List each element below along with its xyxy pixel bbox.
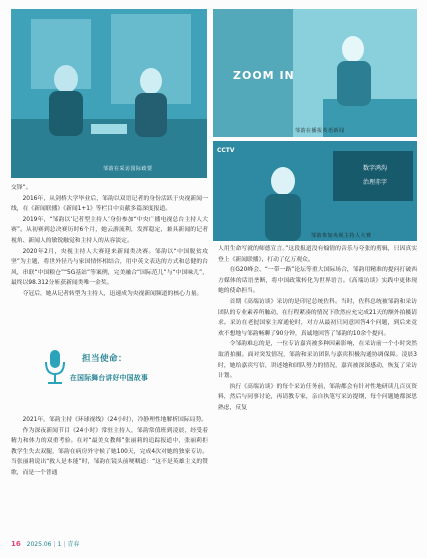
- interview-photo: [11, 9, 207, 178]
- paragraph: 作为深夜新闻节目《24小时》常驻主持人，邹韵常值班到凌晨，经受着精力和体力的双重考验。在对“最美女教师”张丽莉的追踪报道中，张丽莉拒教学生失去双腿，邹韵在病房外守候了她100天，完成4次对她的独家专访。当张丽莉说出“救人是本能”时，邹韵在镜头前哽咽道：“这不是英雄主义的赞歌，而是一个普通: [11, 427, 208, 476]
- screen-line-2: 治理赤字: [363, 179, 388, 186]
- paragraph: 人用生命写就的师德宣言。”这段报道没有煽情的音乐与夸张的剪辑，只因真实登上《新闻联播》，打动了亿万观众。: [218, 246, 417, 263]
- paragraph: 2016年，从剑桥大学毕业后，邹韵以双语记者的身份活跃于央视新闻一线，在《新闻联播》《新闻1+1》等栏目中贡献多篇深度报道。: [11, 195, 208, 213]
- section-heading: [40, 346, 180, 406]
- article-right-column: [218, 244, 417, 534]
- paragraph: 在G20峰会、“一带一路”论坛等重大国际场合，邹韵用精准的提问打破西方媒体的话语垄断，将中国政策转化为世界语言。《高端访谈》实践中更体现她的使命担当。: [218, 267, 417, 295]
- issue-date: 2025.06: [26, 541, 52, 548]
- microphone-icon: [40, 348, 70, 388]
- paragraph: 2019年，“邹韵以‘记者型主持人’身份参加“中央广播电视总台主持人大赛”。从初赛到总决赛历时6个月，她云游流利，发挥稳定，兼具新闻的记者视角、新闻人的敏锐触觉和主持人的从容淡定。: [11, 216, 208, 244]
- zoom-in-sign: ZOOM IN: [233, 69, 295, 82]
- contest-stage-illustration: [213, 141, 417, 241]
- article-left-column-lower: [11, 415, 208, 532]
- paragraph: 交锋”。: [11, 185, 32, 191]
- section-subtitle: 在国际舞台讲好中国故事: [70, 374, 149, 382]
- paragraph: 2021年，邹韵主持《环球视线》（24小时），冷静理性地解析国际局势。: [22, 417, 208, 423]
- photo3-caption: 邹韵参加央视主持人大赛: [311, 233, 372, 239]
- news-broadcast-photo: [213, 9, 417, 137]
- issue-number: 1: [57, 541, 62, 548]
- paragraph: 夺冠后，她从记者转型为主持人，迅速成为央视新闻频道的核心力量。: [22, 290, 203, 297]
- article-left-column: [11, 183, 208, 320]
- paragraph: 首期《高端访谈》采访的是印尼总统佐科。当时，佐科总统被邹韵和采访团队的专业素养所触动，在行程紧凑的情况下欣然应允完成21天的额外拍摄请求。采访在老挝国家主席通伦时，对方从最初只同意回答4个问题，到后来竟欢不想地与邹韵畅聊了90分钟，真诚地回答了邹韵的10余个提问。: [218, 298, 417, 337]
- paragraph: 令邹韵难忘的是，一位专访嘉宾被多种因素影响，在采访前一个小时突然取消拍摄。面对突发情况，邹韵和采访团队与嘉宾积极沟通协调保障。凌晨3时，她给嘉宾写信，讲述她和团队努力的情况，嘉宾被深深感动，恢复了采访计划。: [218, 341, 417, 380]
- interview-scene-illustration: [11, 9, 207, 178]
- paragraph: 2020年2月，央视主持人大赛迎来新闻类决赛。邹韵以“中国脱贫攻坚”为主题，将世外径乃与家国情怀相结合，用中英文表达的方式和总健的台风，串联“中国粮仓”“5G基站”等案例，完美融合“国际范儿”与“中国味儿”，最终以98.312分斩获新闻类唯一金奖。: [11, 248, 208, 287]
- magazine-name: 青春: [67, 541, 80, 548]
- paragraph: 执行《高端访谈》的每个采访任务前，邹韵都会有针对性地研读几百页资料，然后与同事讨论，再请教专家，亲自执笔写采访提纲，每个问题她都深思熟虑，反复: [218, 383, 417, 411]
- page-footer: 16 2025.06 | 1 | 青春: [11, 540, 80, 548]
- screen-logo: CCTV: [217, 147, 235, 154]
- photo1-caption: 邹韵在采访国际政要: [103, 166, 153, 172]
- section-title: 担当使命：: [82, 354, 128, 364]
- photo2-caption: 邹韵在播报英语新闻: [295, 128, 345, 134]
- page-number: 16: [11, 540, 21, 548]
- host-contest-photo: [213, 141, 417, 241]
- screen-line-1: 数字鸿沟: [363, 165, 388, 172]
